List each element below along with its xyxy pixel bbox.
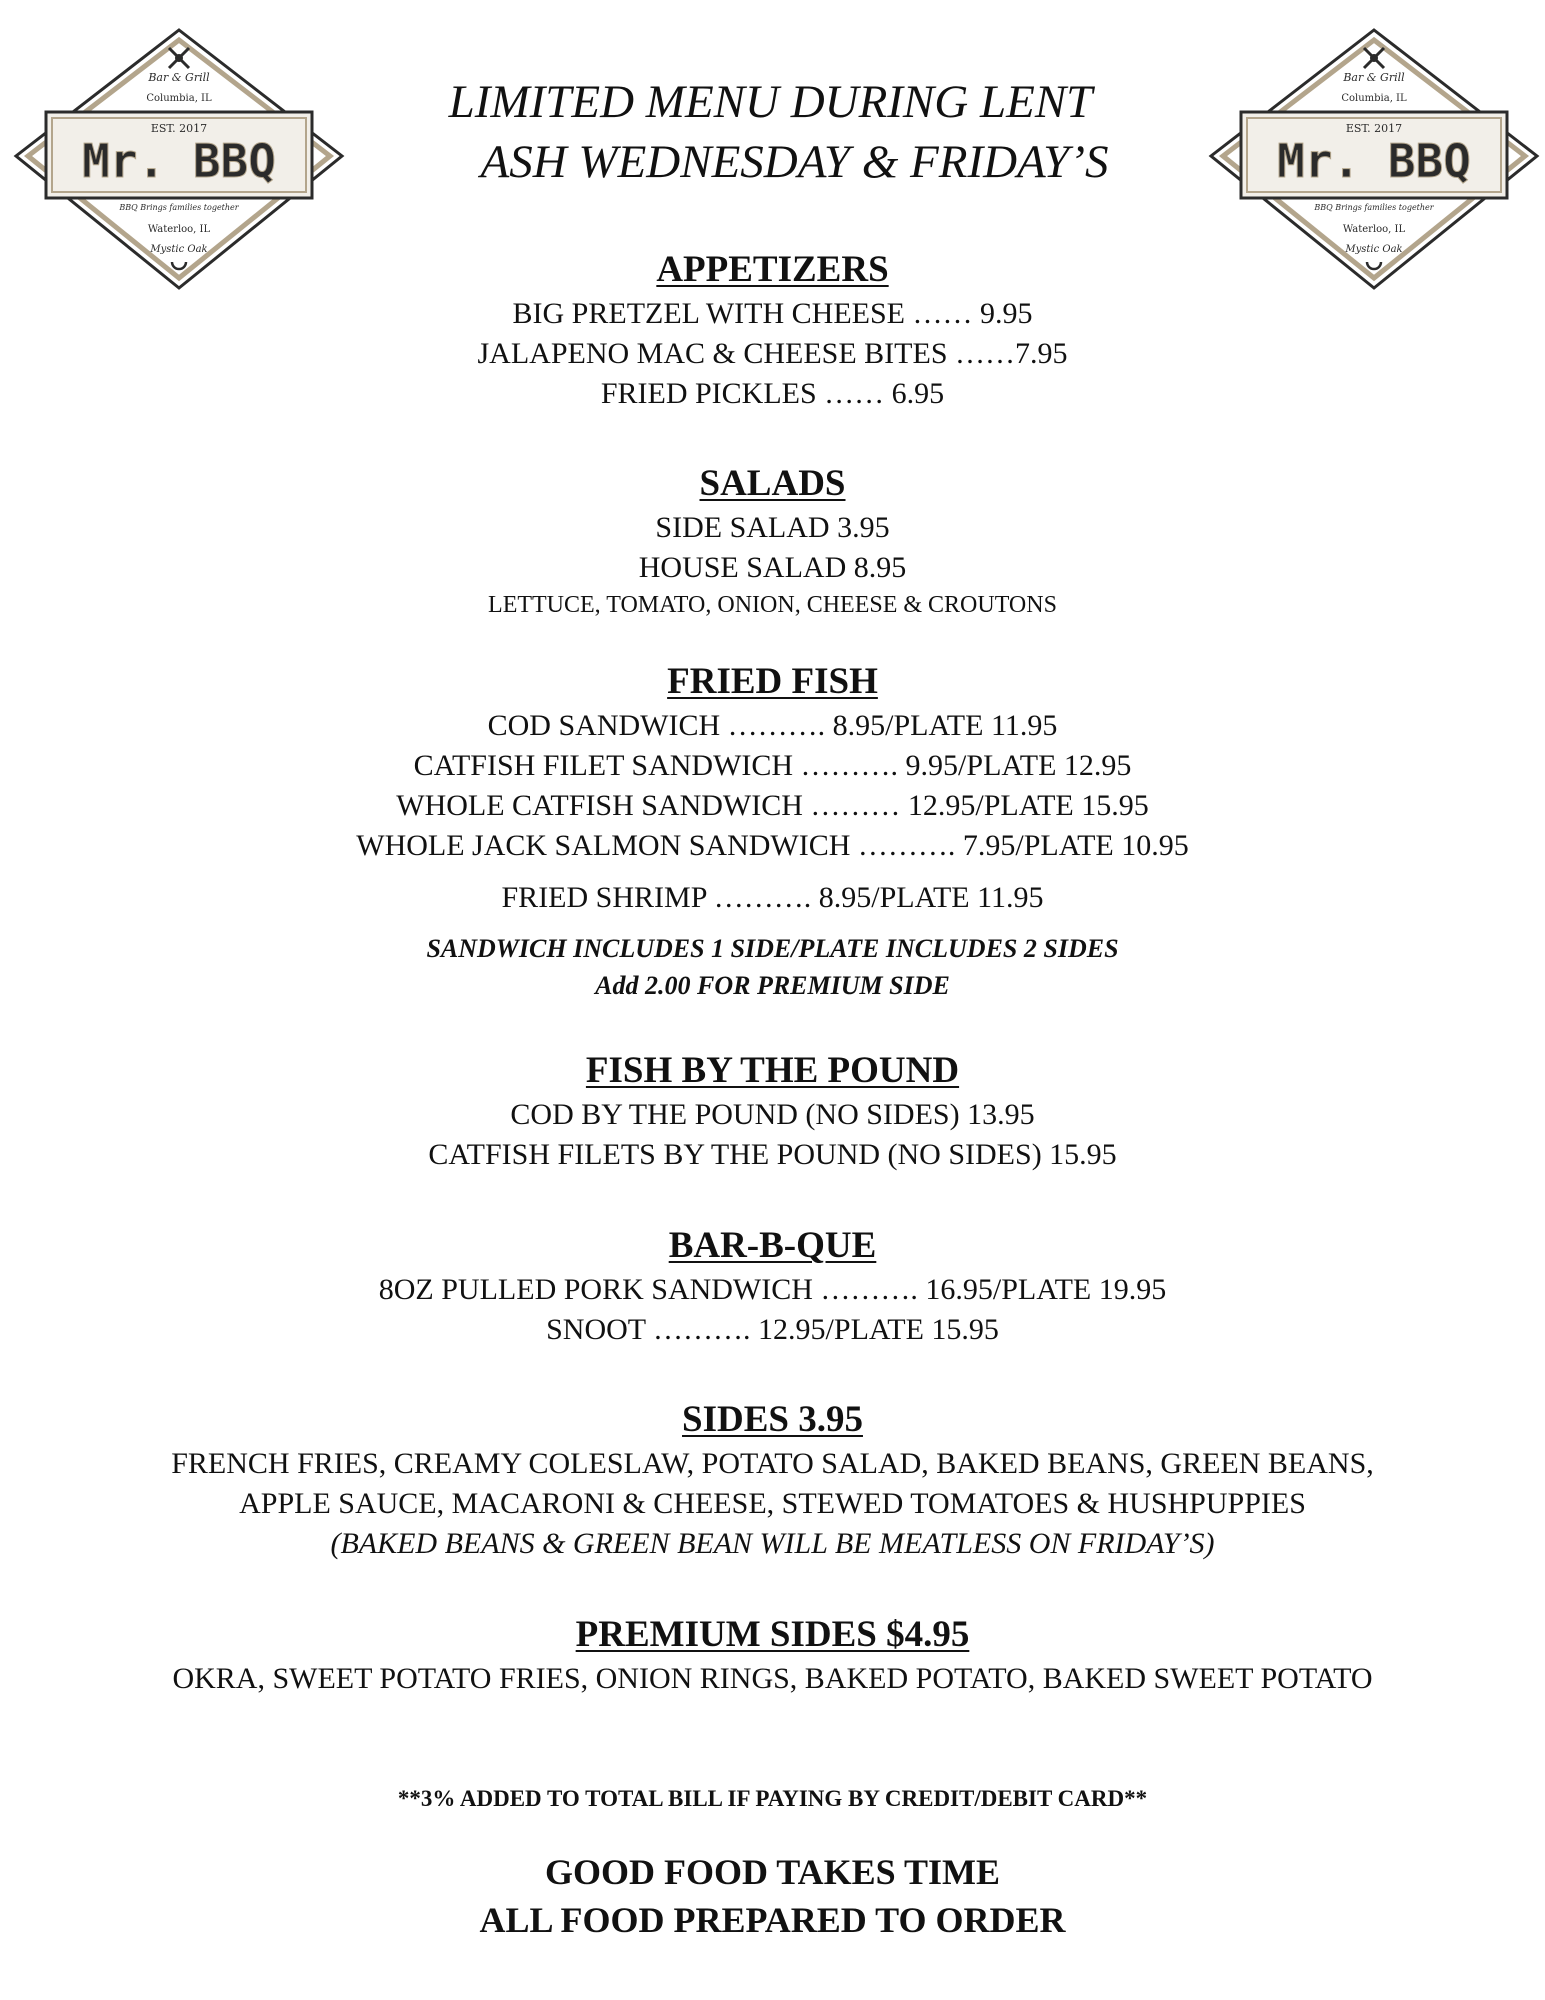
- section-sides: [0, 1396, 1545, 1564]
- sides-list-line1: FRENCH FRIES, CREAMY COLESLAW, POTATO SALAD, BAKED BEANS, GREEN BEANS,: [171, 1447, 1374, 1480]
- fried-fish-premium-note: Add 2.00 FOR PREMIUM SIDE: [595, 971, 950, 1000]
- logo-name: Mr. BBQ: [1277, 134, 1471, 188]
- menu-item: FRIED PICKLES …… 6.95: [600, 377, 945, 410]
- section-heading-fried-fish: FRIED FISH: [667, 661, 878, 702]
- sides-note: (BAKED BEANS & GREEN BEAN WILL BE MEATLESS ON FRIDAY’S): [330, 1527, 1215, 1560]
- logo-location: Mystic Oak: [1345, 244, 1403, 255]
- premium-sides-list: OKRA, SWEET POTATO FRIES, ONION RINGS, BAKED POTATO, BAKED SWEET POTATO: [172, 1662, 1373, 1695]
- logo-city-bottom: Waterloo, IL: [1342, 224, 1406, 235]
- menu-item: COD BY THE POUND (NO SIDES) 13.95: [510, 1098, 1035, 1131]
- menu-item: 8OZ PULLED PORK SANDWICH ………. 16.95/PLATE 19.95: [378, 1273, 1167, 1306]
- section-bbq: [0, 1222, 1545, 1350]
- section-appetizers: [0, 246, 1545, 414]
- menu-item: HOUSE SALAD 8.95: [638, 551, 907, 584]
- menu-title-line2: ASH WEDNESDAY & FRIDAY’S: [480, 136, 1109, 188]
- section-heading-sides: SIDES 3.95: [682, 1399, 863, 1440]
- sides-list-line2: APPLE SAUCE, MACARONI & CHEESE, STEWED TOMATOES & HUSHPUPPIES: [239, 1487, 1306, 1520]
- logo-name: Mr. BBQ: [82, 134, 276, 188]
- section-heading-appetizers: APPETIZERS: [656, 249, 889, 290]
- logo-city-top: Columbia, IL: [146, 93, 212, 104]
- logo-location: Mystic Oak: [150, 244, 208, 255]
- section-fried-fish: [0, 658, 1545, 1004]
- menu-item: BIG PRETZEL WITH CHEESE …… 9.95: [512, 297, 1033, 330]
- footer-line2: ALL FOOD PREPARED TO ORDER: [479, 1900, 1066, 1940]
- menu-title-line1: LIMITED MENU DURING LENT: [448, 76, 1093, 128]
- fried-fish-sides-note: SANDWICH INCLUDES 1 SIDE/PLATE INCLUDES 2 SIDES: [426, 934, 1119, 963]
- menu-item: FRIED SHRIMP ………. 8.95/PLATE 11.95: [501, 881, 1044, 914]
- menu-item: CATFISH FILET SANDWICH ………. 9.95/PLATE 12.95: [413, 749, 1132, 782]
- logo-script: Bar & Grill: [148, 71, 210, 84]
- section-heading-premium-sides: PREMIUM SIDES $4.95: [575, 1614, 970, 1655]
- section-fish-by-pound: [0, 1047, 1545, 1175]
- logo-est: EST. 2017: [1345, 122, 1403, 135]
- section-heading-fish-by-pound: FISH BY THE POUND: [585, 1050, 960, 1091]
- salad-description: LETTUCE, TOMATO, ONION, CHEESE & CROUTONS: [488, 592, 1057, 618]
- section-heading-bbq: BAR-B-QUE: [668, 1225, 877, 1266]
- menu-item: JALAPENO MAC & CHEESE BITES ……7.95: [477, 337, 1068, 370]
- logo-city-bottom: Waterloo, IL: [147, 224, 211, 235]
- menu-item: CATFISH FILETS BY THE POUND (NO SIDES) 15.95: [428, 1138, 1117, 1171]
- logo-city-top: Columbia, IL: [1341, 93, 1407, 104]
- logo-est: EST. 2017: [150, 122, 208, 135]
- menu-item: WHOLE CATFISH SANDWICH ……… 12.95/PLATE 15.95: [396, 789, 1149, 822]
- logo-script: Bar & Grill: [1343, 71, 1405, 84]
- menu-item: SNOOT ………. 12.95/PLATE 15.95: [546, 1313, 999, 1346]
- menu-item: SIDE SALAD 3.95: [655, 511, 890, 544]
- footer: [0, 1848, 1545, 1944]
- section-premium-sides: [0, 1611, 1545, 1699]
- logo-tagline: BBQ Brings families together: [119, 203, 239, 212]
- section-salads: [0, 460, 1545, 622]
- footer-line1: GOOD FOOD TAKES TIME: [544, 1852, 1001, 1892]
- card-surcharge-note: **3% ADDED TO TOTAL BILL IF PAYING BY CREDIT/DEBIT CARD**: [397, 1786, 1148, 1811]
- logo-tagline: BBQ Brings families together: [1314, 203, 1434, 212]
- section-heading-salads: SALADS: [699, 463, 846, 504]
- menu-item: WHOLE JACK SALMON SANDWICH ………. 7.95/PLATE 10.95: [356, 829, 1189, 862]
- menu-item: COD SANDWICH ………. 8.95/PLATE 11.95: [487, 709, 1058, 742]
